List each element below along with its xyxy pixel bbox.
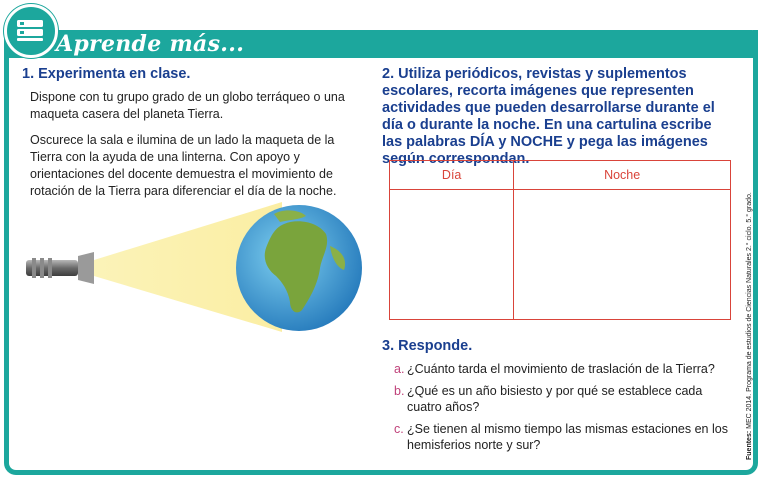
section-3 xyxy=(382,338,732,459)
question-c xyxy=(394,421,732,453)
section-2-title: 2. Utiliza periódicos, revistas y suplementos escolares, recorta imágenes que representen actividades que pueden desarrollarse durante el día o durante la noche. En una cartulina escribe las palabras DÍA y NOCHE y pega las imágenes según correspondan. xyxy=(382,66,715,167)
section-1-paragraph-1: Dispone con tu grupo grado de un globo terráqueo o una maqueta casera del planeta Tierra. xyxy=(30,90,345,121)
question-text: ¿Qué es un año bisiesto y por qué se establece cada cuatro años? xyxy=(407,384,703,414)
section-3-title: 3. Responde. xyxy=(382,338,473,354)
section-1-title: 1. Experimenta en clase. xyxy=(22,66,191,82)
source-label: Fuentes: xyxy=(746,430,753,460)
question-list xyxy=(394,361,732,453)
source-text: MEC 2014. Programa de estudios de Ciencias Naturales 2.° ciclo. 5.° grado. xyxy=(746,192,753,429)
section-1 xyxy=(22,66,367,200)
page-title: Aprende más... xyxy=(56,31,245,57)
day-night-table xyxy=(389,160,731,320)
question-a xyxy=(394,361,732,377)
flashlight-globe-illustration xyxy=(22,198,367,338)
question-b xyxy=(394,383,732,415)
question-letter: a. xyxy=(394,362,405,376)
question-text: ¿Se tienen al mismo tiempo las mismas estaciones en los hemisferios norte y sur? xyxy=(407,422,728,452)
column-header-night: Noche xyxy=(514,161,731,190)
question-letter: b. xyxy=(394,384,405,398)
night-cell xyxy=(514,190,731,320)
section-badge xyxy=(4,4,58,58)
question-text: ¿Cuánto tarda el movimiento de traslación de la Tierra? xyxy=(407,362,715,376)
section-1-paragraph-2: Oscurece la sala e ilumina de un lado la maqueta de la Tierra con la ayuda de una linterna. Con apoyo y orientaciones del docente demuestra el movimiento de rotación de la Tierra para diferenciar el día de la noche. xyxy=(30,133,337,198)
day-cell xyxy=(390,190,514,320)
question-letter: c. xyxy=(394,422,404,436)
source-note xyxy=(746,192,753,460)
books-icon xyxy=(15,16,45,44)
flashlight-icon xyxy=(26,252,94,284)
column-header-day: Día xyxy=(390,161,514,190)
section-2 xyxy=(382,66,732,168)
